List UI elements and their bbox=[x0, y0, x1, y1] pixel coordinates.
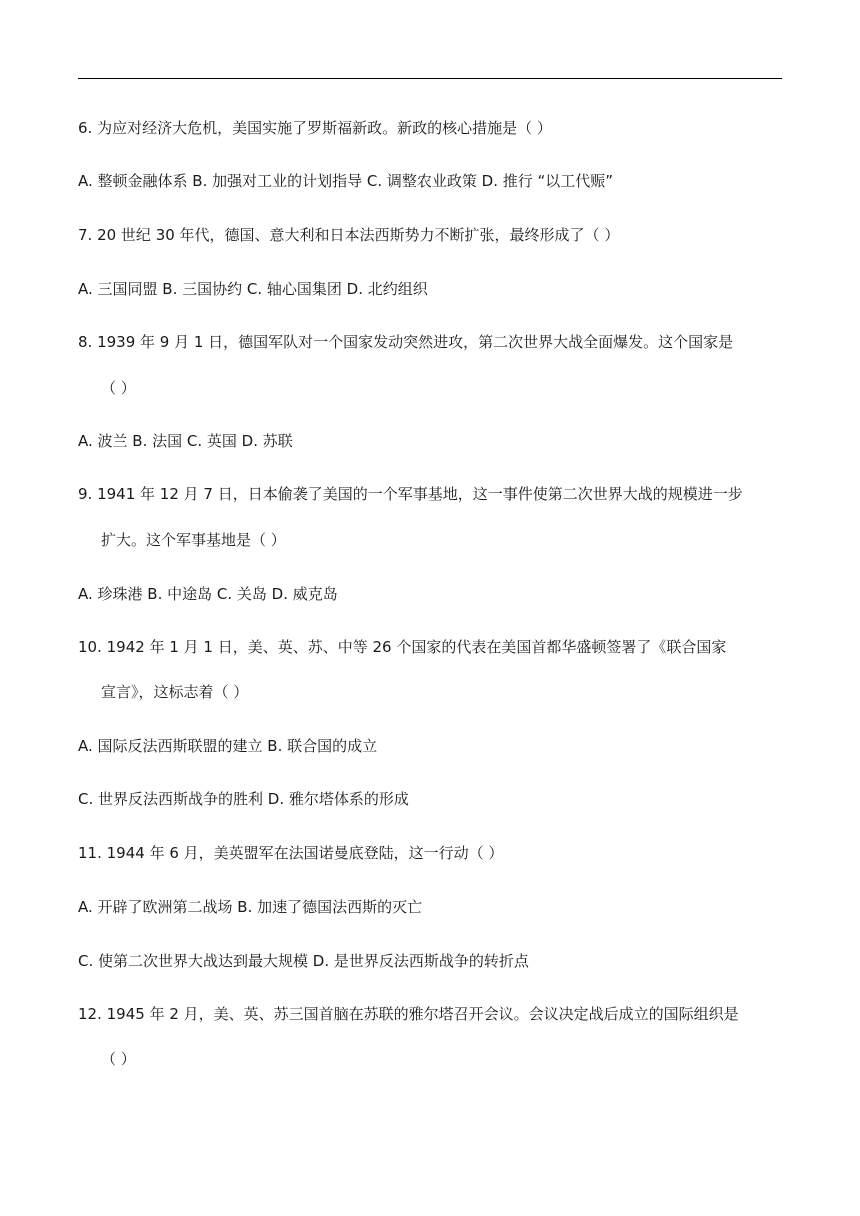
question-10-options-cd: C. 世界反法西斯战争的胜利 D. 雅尔塔体系的形成 bbox=[78, 790, 409, 808]
question-10-options-ab: A. 国际反法西斯联盟的建立 B. 联合国的成立 bbox=[78, 737, 378, 755]
question-8-options: A. 波兰 B. 法国 C. 英国 D. 苏联 bbox=[78, 432, 293, 450]
question-11-options-ab: A. 开辟了欧洲第二战场 B. 加速了德国法西斯的灭亡 bbox=[78, 898, 423, 916]
question-11: 11. 1944 年 6 月，美英盟军在法国诺曼底登陆，这一行动（ ） bbox=[78, 844, 504, 862]
question-7-options: A. 三国同盟 B. 三国协约 C. 轴心国集团 D. 北约组织 bbox=[78, 280, 428, 298]
question-12: 12. 1945 年 2 月，美、英、苏三国首脑在苏联的雅尔塔召开会议。会议决定战后成立的国际组织是 bbox=[78, 1005, 739, 1023]
question-8: 8. 1939 年 9 月 1 日，德国军队对一个国家发动突然进攻，第二次世界大战全面爆发。这个国家是 bbox=[78, 333, 734, 351]
header-rule bbox=[78, 78, 782, 79]
question-6-options: A. 整顿金融体系 B. 加强对工业的计划指导 C. 调整农业政策 D. 推行 “以工代赈” bbox=[78, 172, 614, 190]
question-12-continued: （ ） bbox=[101, 1050, 136, 1068]
question-10: 10. 1942 年 1 月 1 日，美、英、苏、中等 26 个国家的代表在美国首都华盛顿签署了《联合国家 bbox=[78, 638, 727, 656]
question-8-continued: （ ） bbox=[101, 379, 136, 397]
question-7: 7. 20 世纪 30 年代，德国、意大利和日本法西斯势力不断扩张，最终形成了（ ） bbox=[78, 226, 620, 244]
question-9: 9. 1941 年 12 月 7 日，日本偷袭了美国的一个军事基地，这一事件使第二次世界大战的规模进一步 bbox=[78, 485, 743, 503]
question-6: 6. 为应对经济大危机，美国实施了罗斯福新政。新政的核心措施是（ ） bbox=[78, 119, 552, 137]
question-10-continued: 宣言》，这标志着（ ） bbox=[101, 683, 249, 701]
question-9-options: A. 珍珠港 B. 中途岛 C. 关岛 D. 威克岛 bbox=[78, 585, 338, 603]
question-11-options-cd: C. 使第二次世界大战达到最大规模 D. 是世界反法西斯战争的转折点 bbox=[78, 952, 529, 970]
question-9-continued: 扩大。这个军事基地是（ ） bbox=[101, 531, 286, 549]
